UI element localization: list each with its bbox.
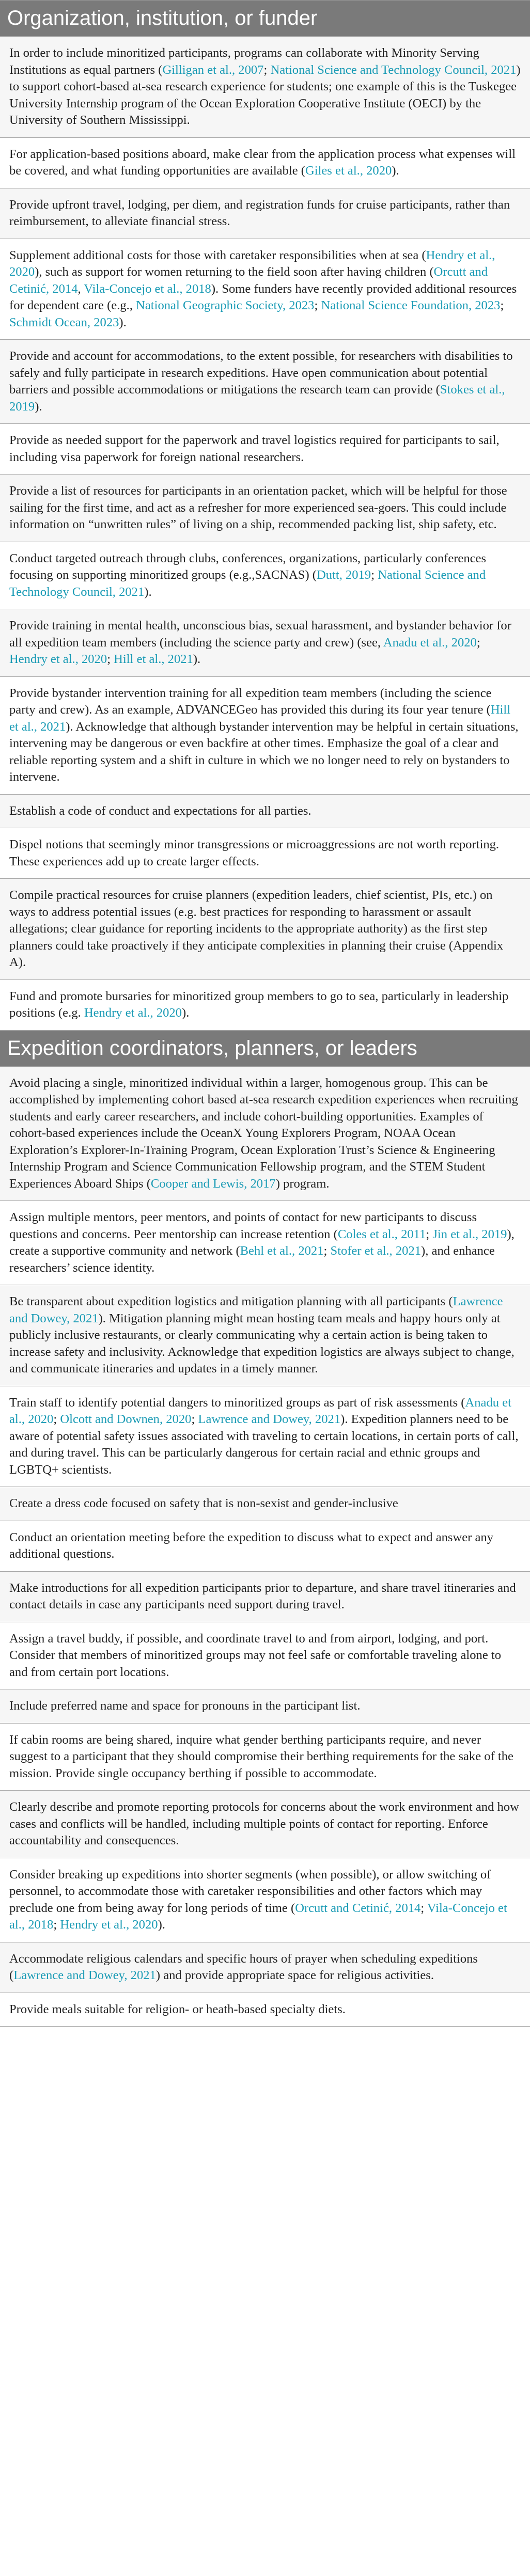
- row-text: ;: [371, 568, 378, 582]
- row-text: Compile practical resources for cruise planners (expedition leaders, chief scientist, PIs, etc.) on ways to address potential issues (e.g. best practices for responding to harassment or assault allegations; clear guidance for reporting incidents to the appropriate authority) as the first step planners could take proactively if they anticipate complexities in planning their cruise (Appendix A).: [9, 888, 504, 969]
- row-text: Make introductions for all expedition participants prior to departure, and share travel itineraries and contact details in case any participants need support during travel.: [9, 1581, 516, 1611]
- row-text: ).: [119, 315, 127, 329]
- table-row: [0, 1201, 530, 1285]
- table-row: [0, 1942, 530, 1993]
- table-row: [0, 1993, 530, 2027]
- table-row: [0, 980, 530, 1031]
- citation-link[interactable]: Lawrence and Dowey, 2021: [198, 1412, 341, 1426]
- citation-link[interactable]: National Geographic Society, 2023: [136, 298, 315, 312]
- row-text: ), and enhance researchers’ science identity.: [9, 1244, 495, 1275]
- table-row: [0, 609, 530, 677]
- row-text: Provide meals suitable for religion- or heath-based specialty diets.: [9, 2002, 346, 2016]
- row-text: Avoid placing a single, minoritized individual within a larger, homogenous group. This can be accomplished by implementing cohort based at-sea research expedition experiences when recruiting students and early career researchers, and include cohort-building opportunities. Examples of cohort-based experiences include the OceanX Young Explorers Program, NOAA Ocean Exploration’s Explorer-In-Training Program, Ocean Exploration Trust’s Science & Engineering Internship Program and Science Communication Fellowship program, and the STEM Student Experiences Aboard Ships (: [9, 1076, 518, 1191]
- citation-link[interactable]: Lawrence and Dowey, 2021: [13, 1968, 156, 1982]
- citation-link[interactable]: Dutt, 2019: [316, 568, 371, 582]
- row-text: ;: [263, 62, 271, 77]
- row-text: Establish a code of conduct and expectations for all parties.: [9, 803, 311, 818]
- row-text: Dispel notions that seemingly minor transgressions or microaggressions are not worth reporting. These experiences add up to create larger effects.: [9, 837, 500, 868]
- citation-link[interactable]: Stokes et al., 2019: [9, 383, 505, 414]
- citation-link[interactable]: Vila-Concejo et al., 2018: [9, 1901, 507, 1932]
- row-text: ) and provide appropriate space for religious activities.: [155, 1968, 434, 1982]
- citation-link[interactable]: Stofer et al., 2021: [330, 1244, 422, 1258]
- row-text: ;: [191, 1412, 198, 1426]
- row-text: Assign a travel buddy, if possible, and coordinate travel to and from airport, lodging, and port. Consider that members of minoritized groups may not feel safe or comfortable traveling alone to and from certain port locations.: [9, 1631, 502, 1679]
- citation-link[interactable]: Hill et al., 2021: [9, 703, 511, 734]
- row-text: ). Mitigation planning might mean hosting team meals and happy hours only at publicly inclusive restaurants, or clearly communicating why a certain action is being taken to increase safety and inclusivity. Acknowledge that expedition logistics are always subject to change, and communicate itineraries and updates in a timely manner.: [9, 1311, 515, 1376]
- table-row: [0, 340, 530, 424]
- citation-link[interactable]: National Science Foundation, 2023: [321, 298, 501, 312]
- citation-link[interactable]: Hendry et al., 2020: [9, 652, 107, 666]
- row-text: Include preferred name and space for pronouns in the participant list.: [9, 1699, 361, 1713]
- citation-link[interactable]: National Science and Technology Council, 2021: [270, 62, 517, 77]
- section-header: Expedition coordinators, planners, or leaders: [0, 1031, 530, 1067]
- table-row: [0, 1572, 530, 1622]
- row-text: If cabin rooms are being shared, inquire what gender berthing participants require, and never suggest to a participant that they should compromise their berthing requirements for the sake of the mission. Provide single occupancy berthing if possible to accommodate.: [9, 1732, 513, 1780]
- row-text: ;: [53, 1918, 60, 1932]
- citation-link[interactable]: Hill et al., 2021: [114, 652, 193, 666]
- table-row: [0, 1521, 530, 1572]
- citation-link[interactable]: Anadu et al., 2020: [9, 1395, 511, 1426]
- row-text: Accommodate religious calendars and specific hours of prayer when scheduling expeditions (: [9, 1951, 478, 1982]
- row-text: ;: [420, 1901, 427, 1915]
- table-row: [0, 1858, 530, 1942]
- row-text: ;: [107, 652, 114, 666]
- row-text: In order to include minoritized participants, programs can collaborate with Minority Serving Institutions as equal partners (: [9, 46, 479, 77]
- table-row: [0, 677, 530, 795]
- row-text: Provide bystander intervention training for all expedition team members (including the science party and crew). As an example, ADVANCEGeo has provided this during its four year tenure (: [9, 686, 492, 717]
- row-text: Clearly describe and promote reporting protocols for concerns about the work environment and how cases and conflicts will be handled, including multiple points of contact for reporting. Enforce accountability and consequences.: [9, 1800, 519, 1847]
- citation-link[interactable]: Coles et al., 2011: [337, 1227, 426, 1241]
- citation-link[interactable]: Gilligan et al., 2007: [162, 62, 264, 77]
- row-text: ), create a supportive community and network (: [9, 1227, 515, 1258]
- row-text: Supplement additional costs for those with caretaker responsibilities when at sea (: [9, 248, 426, 262]
- citation-link[interactable]: Orcutt and Cetinić, 2014: [295, 1901, 421, 1915]
- row-text: Fund and promote bursaries for minoritized group members to go to sea, particularly in leadership positions (e.g.: [9, 989, 509, 1020]
- row-text: Provide training in mental health, unconscious bias, sexual harassment, and bystander behavior for all expedition team members (including the science party and crew) (see,: [9, 619, 511, 650]
- table-row: [0, 1285, 530, 1386]
- row-text: ).: [144, 584, 152, 599]
- citation-link[interactable]: Cooper and Lewis, 2017: [150, 1176, 276, 1191]
- table-row: [0, 1386, 530, 1488]
- table-row: [0, 1622, 530, 1690]
- row-text: ).: [158, 1918, 165, 1932]
- row-text: Conduct an orientation meeting before the expedition to discuss what to expect and answer any additional questions.: [9, 1530, 494, 1561]
- row-text: ;: [426, 1227, 433, 1241]
- row-text: ).: [35, 399, 42, 414]
- row-text: Conduct targeted outreach through clubs, conferences, organizations, particularly conferences focusing on supporting minoritized groups (e.g.,SACNAS) (: [9, 551, 487, 582]
- row-text: ) program.: [275, 1176, 330, 1191]
- row-text: ;: [53, 1412, 60, 1426]
- table-row: [0, 37, 530, 138]
- citation-link[interactable]: Schmidt Ocean, 2023: [9, 315, 119, 329]
- citation-link[interactable]: Hendry et al., 2020: [84, 1006, 182, 1020]
- row-text: Provide and account for accommodations, to the extent possible, for researchers with disabilities to safely and fully participate in research expeditions. Have open communication about potential barriers and possible accommodations or mitigations the research team can provide (: [9, 349, 513, 397]
- row-text: ). Some funders have recently provided additional resources for dependent care (e.g.,: [9, 281, 517, 312]
- row-text: ;: [500, 298, 504, 312]
- row-text: ).: [182, 1006, 190, 1020]
- table-row: [0, 1724, 530, 1791]
- table-row: [0, 879, 530, 980]
- citation-link[interactable]: Giles et al., 2020: [305, 164, 392, 178]
- row-text: Provide upfront travel, lodging, per diem, and registration funds for cruise participants, rather than reimbursement, to alleviate financial stress.: [9, 197, 510, 228]
- table-row: [0, 188, 530, 239]
- citation-link[interactable]: Lawrence and Dowey, 2021: [9, 1294, 503, 1325]
- citation-link[interactable]: Anadu et al., 2020: [383, 635, 477, 650]
- citation-link[interactable]: Olcott and Downen, 2020: [60, 1412, 192, 1426]
- table-row: [0, 1067, 530, 1202]
- row-text: Provide a list of resources for participants in an orientation packet, which will be helpful for those sailing for the first time, and act as a refresher for more experienced sea-goers. This could include information on “unwritten rules” of living on a ship, recommended packing list, ship safety, etc.: [9, 484, 507, 531]
- citation-link[interactable]: Behl et al., 2021: [240, 1244, 324, 1258]
- table-row: [0, 1487, 530, 1521]
- row-text: ;: [314, 298, 321, 312]
- table-row: [0, 828, 530, 879]
- row-text: ), such as support for women returning to the field soon after having children (: [35, 265, 434, 279]
- row-text: ). Acknowledge that although bystander intervention may be helpful in certain situations, intervening may be dangerous or even backfire at other times. Emphasize the goal of a clear and reliable reporting system and a shift in culture in which we no longer need to rely on bystanders to intervene.: [9, 719, 519, 784]
- table-row: [0, 239, 530, 340]
- table-row: [0, 795, 530, 829]
- row-text: ) to support cohort-based at-sea research experience for students; one example of this is the Tuskegee University Internship program of the Ocean Exploration Cooperative Institute (OECI) by the University of Southern Mississippi.: [9, 62, 521, 127]
- table-row: [0, 424, 530, 475]
- section-header: Organization, institution, or funder: [0, 1, 530, 37]
- row-text: Assign multiple mentors, peer mentors, and points of contact for new participants to discuss questions and concerns. Peer mentorship can increase retention (: [9, 1210, 477, 1241]
- citation-link[interactable]: Orcutt and Cetinić, 2014: [9, 265, 488, 296]
- row-text: Be transparent about expedition logistics and mitigation planning with all participants (: [9, 1294, 453, 1308]
- row-text: ;: [323, 1244, 331, 1258]
- section-rows: [0, 1067, 530, 2027]
- row-text: Train staff to identify potential dangers to minoritized groups as part of risk assessments (: [9, 1395, 465, 1410]
- citation-link[interactable]: National Science and Technology Council, 2021: [9, 568, 486, 599]
- table-row: [0, 542, 530, 610]
- table-row: [0, 138, 530, 188]
- citation-link[interactable]: Hendry et al., 2020: [9, 248, 495, 279]
- row-text: Consider breaking up expeditions into shorter segments (when possible), or allow switching of personnel, to accommodate those with caretaker responsibilities and other factors which may preclude one from being away for long periods of time (: [9, 1867, 491, 1915]
- citation-link[interactable]: Hendry et al., 2020: [60, 1918, 158, 1932]
- table-row: [0, 1689, 530, 1724]
- row-text: For application-based positions aboard, make clear from the application process what expenses will be covered, and what funding opportunities are available (: [9, 147, 516, 178]
- row-text: ;: [476, 635, 480, 650]
- row-text: Provide as needed support for the paperwork and travel logistics required for participants to sail, including visa paperwork for foreign national researchers.: [9, 433, 500, 464]
- row-text: ).: [193, 652, 201, 666]
- row-text: ,: [77, 281, 84, 296]
- row-text: ). Expedition planners need to be aware of potential safety issues associated with traveling to certain locations, in certain ports of call, and during travel. This can be particularly dangerous for certain racial and ethnic groups and LGBTQ+ scientists.: [9, 1412, 519, 1477]
- table-row: [0, 1791, 530, 1858]
- row-text: ).: [392, 164, 399, 178]
- table-row: [0, 475, 530, 542]
- citation-link[interactable]: Vila-Concejo et al., 2018: [84, 281, 211, 296]
- section-rows: [0, 37, 530, 1031]
- row-text: Create a dress code focused on safety that is non-sexist and gender-inclusive: [9, 1496, 398, 1510]
- citation-link[interactable]: Jin et al., 2019: [432, 1227, 507, 1241]
